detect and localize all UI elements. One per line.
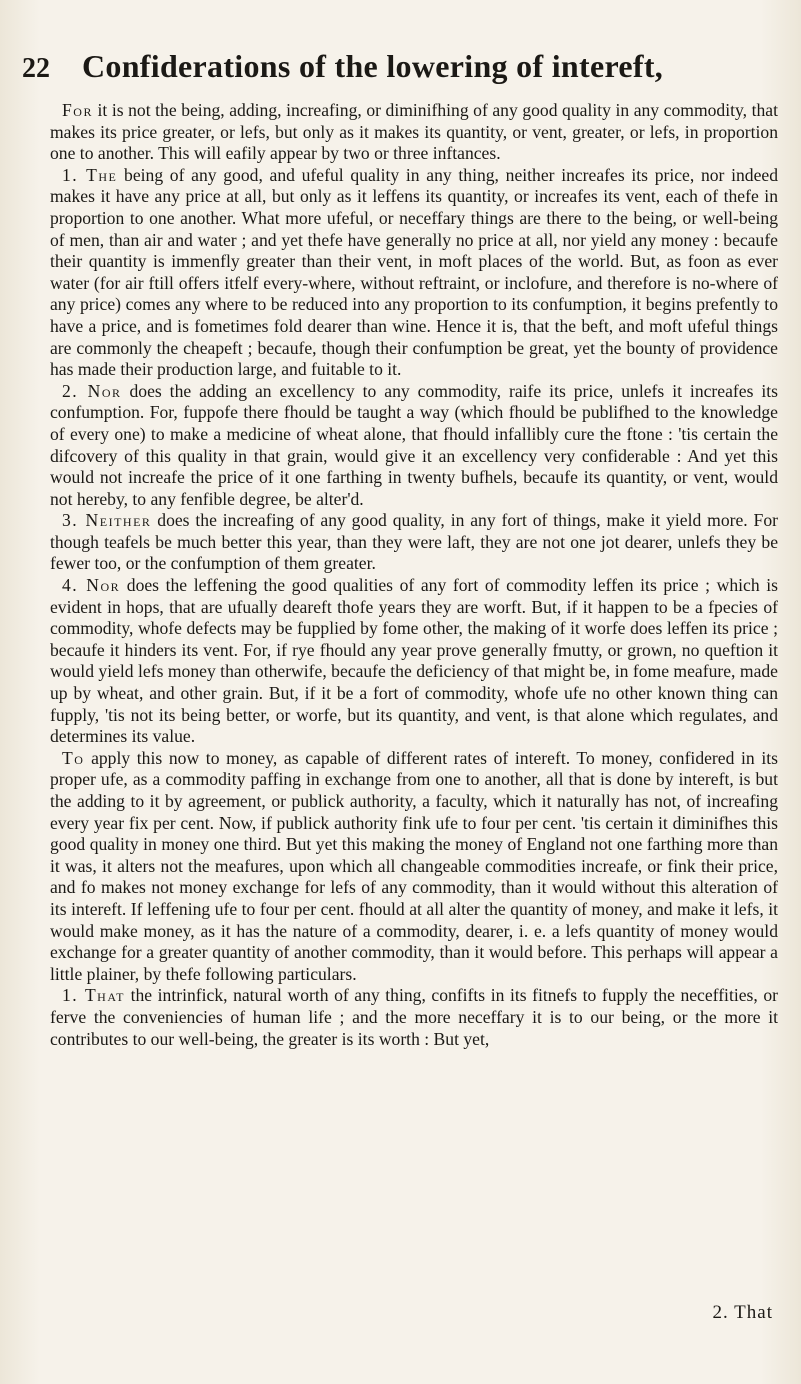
- paragraph: [50, 381, 778, 511]
- paragraph-text: does the increafing of any good quality, in any fort of things, make it yield more. For though teafels be much better this year, than they were laft, they are not one jot dearer, unlefs they be fewer too, or the confumption of them greater.: [50, 510, 778, 574]
- paragraph-lead: 3. Neither: [62, 510, 152, 531]
- paragraph-lead: 2. Nor: [62, 380, 122, 401]
- paragraph: [50, 748, 778, 986]
- paragraph-lead: For: [62, 100, 93, 120]
- paragraph: [50, 510, 778, 575]
- paragraph: [50, 985, 778, 1050]
- paragraph: [50, 165, 778, 381]
- paragraph-text: does the adding an excellency to any commodity, raife its price, unlefs it increafes its confumption. For, fuppofe there fhould be taught a way (which fhould be publifhed to the knowledge of every one) to make a medicine of wheat alone, that fhould infallibly cure the ftone : 'tis certain the difcovery of this quality in that grain, would give it an excellency very confiderable : And yet this would not increafe the price of it one farthing in twenty bufhels, becaufe its quantity, or vent, would not hereby, to any fenfible degree, be alter'd.: [50, 380, 778, 509]
- paragraph-text: being of any good, and ufeful quality in any thing, neither increafes its price, nor indeed makes it have any price at all, but only as it leffens its quantity, or increafes its vent, each of thefe in proportion to one another. What more ufeful, or neceffary things are there to the being, or well-being of men, than air and water ; and yet thefe have generally no price at all, nor yield any money : becaufe their quantity is immenfly greater than their vent, in moft places of the world. But, as foon as ever water (for air ftill offers itfelf every-where, without reftraint, or inclofure, and therefore is no-where of any price) comes any where to be reduced into any proportion to its confumption, it begins prefently to have a price, and is fometimes fold dearer than wine. Hence it is, that the beft, and moft ufeful things are commonly the cheapeft ; becaufe, though their confumption be great, yet the bounty of providence has made their production large, and fuitable to it.: [50, 164, 778, 380]
- body-text: [50, 100, 778, 1050]
- paragraph-lead: 1. That: [62, 985, 126, 1006]
- paragraph-lead: 4. Nor: [62, 575, 121, 596]
- page-number: 22: [22, 53, 50, 84]
- paragraph: [50, 100, 778, 165]
- paragraph-lead: 1. The: [62, 164, 118, 185]
- paragraph-lead: To: [62, 747, 85, 768]
- paragraph-text: does the leffening the good qualities of any fort of commodity leffen its price ; which is evident in hops, that are ufually deareft thofe years they are worft. But, if it happen to be a fpecies of commodity, whofe defects may be fupplied by fome other, the making of it worfe does leffen its price ; becaufe it hinders its vent. For, if rye fhould any year prove generally fmutty, or grown, no queftion it would yield lefs money than otherwife, becaufe the deficiency of that might be, in fome meafure, made up by wheat, and other grain. But, if it be a fort of commodity, whofe ufe no other known thing can fupply, 'tis not its being better, or worfe, but its quantity, and vent, is that alone which regulates, and determines its value.: [50, 575, 778, 747]
- catchword: 2. That: [712, 1302, 773, 1323]
- paragraph: [50, 575, 778, 748]
- paragraph-text: apply this now to money, as capable of different rates of intereft. To money, confidered in its proper ufe, as a commodity paffing in exchange from one to another, all that is done by intereft, is but the adding to it by agreement, or publick authority, a faculty, which it naturally has not, of increafing every year fix per cent. Now, if publick authority fink ufe to four per cent. 'tis certain it diminifhes this good quality in money one third. But yet this making the money of England not one farthing more than it was, it alters not the meafures, upon which all changeable commodities increafe, or fink their price, and fo makes not money exchange for lefs of any commodity, than it would without this alteration of its intereft. If leffening ufe to four per cent. fhould at all alter the quantity of money, and make it lefs, it would make money, as it has the nature of a commodity, dearer, i. e. a lefs quantity of money would exchange for a greater quantity of another commodity, than it would before. This perhaps will appear a little plainer, by thefe following particulars.: [50, 747, 778, 984]
- page-header: [22, 48, 762, 94]
- paragraph-text: the intrinfick, natural worth of any thing, confifts in its fitnefs to fupply the neceffities, or ferve the conveniencies of human life ; and the more neceffary it is to our being, or the more it contributes to our well-being, the greater is its worth : But yet,: [50, 985, 778, 1049]
- running-title: Confiderations of the lowering of intereft,: [82, 48, 664, 84]
- paragraph-text: it is not the being, adding, increafing, or diminifhing of any good quality in any commodity, that makes its price greater, or lefs, but only as it makes its quantity, or vent, greater, or lefs, in proportion one to another. This will eafily appear by two or three inftances.: [50, 100, 778, 164]
